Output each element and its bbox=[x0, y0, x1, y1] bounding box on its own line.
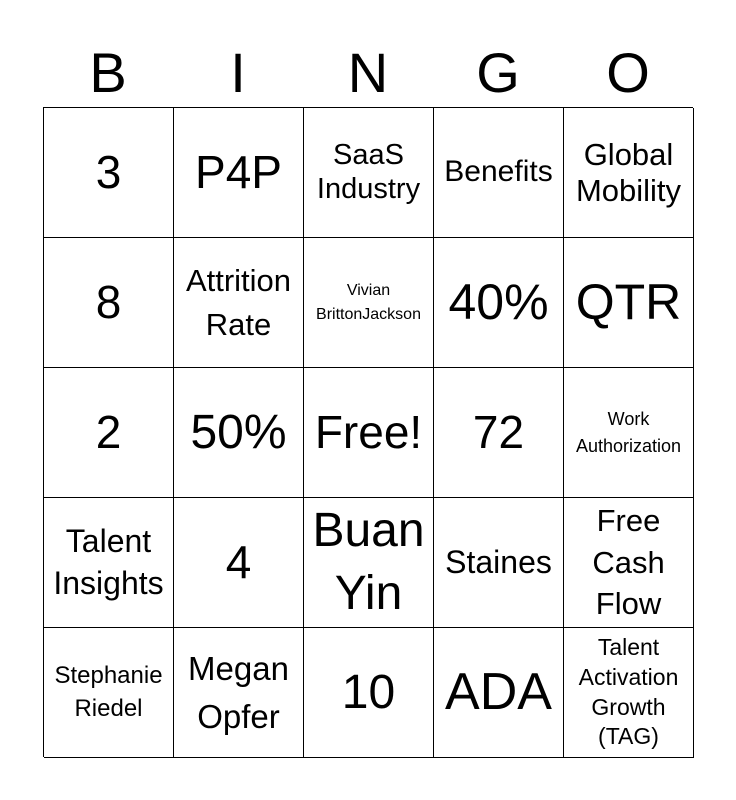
bingo-board bbox=[43, 107, 693, 757]
bingo-cell-r4-c1[interactable] bbox=[44, 498, 174, 628]
bingo-cell-r5-c2[interactable] bbox=[174, 628, 304, 758]
cell-label: P4P bbox=[195, 146, 282, 199]
cell-label: Free! bbox=[314, 406, 423, 459]
bingo-cell-r1-c1[interactable] bbox=[44, 108, 174, 238]
bingo-cell-free[interactable] bbox=[304, 368, 434, 498]
bingo-cell-r5-c3[interactable] bbox=[304, 628, 434, 758]
header-letter-b: B bbox=[89, 41, 127, 104]
cell-label: Talent Activation Growth (TAG) bbox=[578, 633, 679, 750]
bingo-cell-r5-c1[interactable] bbox=[44, 628, 174, 758]
cell-label: 4 bbox=[225, 536, 252, 589]
bingo-cell-r5-c5[interactable] bbox=[564, 628, 694, 758]
cell-label: 40% bbox=[448, 273, 549, 330]
bingo-cell-r2-c3[interactable] bbox=[304, 238, 434, 368]
cell-label: Attrition Rate bbox=[185, 263, 292, 342]
bingo-cell-r2-c5[interactable] bbox=[564, 238, 694, 368]
header-letter-n: N bbox=[347, 41, 389, 104]
cell-label: Talent Insights bbox=[53, 522, 164, 601]
header-letter-o: O bbox=[606, 41, 650, 104]
cell-label: 2 bbox=[95, 406, 122, 459]
cell-label: 50% bbox=[190, 405, 287, 459]
cell-label: Megan Opfer bbox=[188, 649, 289, 735]
cell-label: Benefits bbox=[444, 155, 553, 189]
bingo-cell-r3-c2[interactable] bbox=[174, 368, 304, 498]
cell-label: ADA bbox=[445, 662, 552, 721]
bingo-cell-r4-c2[interactable] bbox=[174, 498, 304, 628]
cell-label: Vivian BrittonJackson bbox=[316, 282, 421, 323]
bingo-cell-r1-c4[interactable] bbox=[434, 108, 564, 238]
cell-label: Buan Yin bbox=[312, 504, 425, 620]
bingo-cell-r3-c4[interactable] bbox=[434, 368, 564, 498]
bingo-cell-r5-c4[interactable] bbox=[434, 628, 564, 758]
cell-label: 10 bbox=[341, 665, 396, 719]
bingo-cell-r4-c5[interactable] bbox=[564, 498, 694, 628]
cell-label: 8 bbox=[95, 276, 122, 329]
bingo-cell-r1-c3[interactable] bbox=[304, 108, 434, 238]
bingo-cell-r1-c5[interactable] bbox=[564, 108, 694, 238]
bingo-cell-r4-c4[interactable] bbox=[434, 498, 564, 628]
bingo-cell-r4-c3[interactable] bbox=[304, 498, 434, 628]
cell-label: Stephanie Riedel bbox=[54, 662, 163, 722]
cell-label: 3 bbox=[95, 146, 122, 199]
bingo-cell-r1-c2[interactable] bbox=[174, 108, 304, 238]
cell-label: SaaS Industry bbox=[316, 139, 421, 205]
bingo-cell-r2-c2[interactable] bbox=[174, 238, 304, 368]
bingo-cell-r3-c5[interactable] bbox=[564, 368, 694, 498]
bingo-cell-r2-c1[interactable] bbox=[44, 238, 174, 368]
cell-label: Staines bbox=[445, 544, 552, 581]
header-letter-g: G bbox=[476, 41, 520, 104]
bingo-cell-r2-c4[interactable] bbox=[434, 238, 564, 368]
cell-label: 72 bbox=[472, 406, 525, 459]
cell-label: Work Authorization bbox=[575, 409, 682, 456]
cell-label: QTR bbox=[575, 273, 682, 330]
bingo-cell-r3-c1[interactable] bbox=[44, 368, 174, 498]
cell-label: Free Cash Flow bbox=[592, 502, 665, 622]
bingo-header bbox=[43, 40, 693, 106]
cell-label: Global Mobility bbox=[575, 136, 682, 208]
header-letter-i: I bbox=[230, 41, 246, 104]
